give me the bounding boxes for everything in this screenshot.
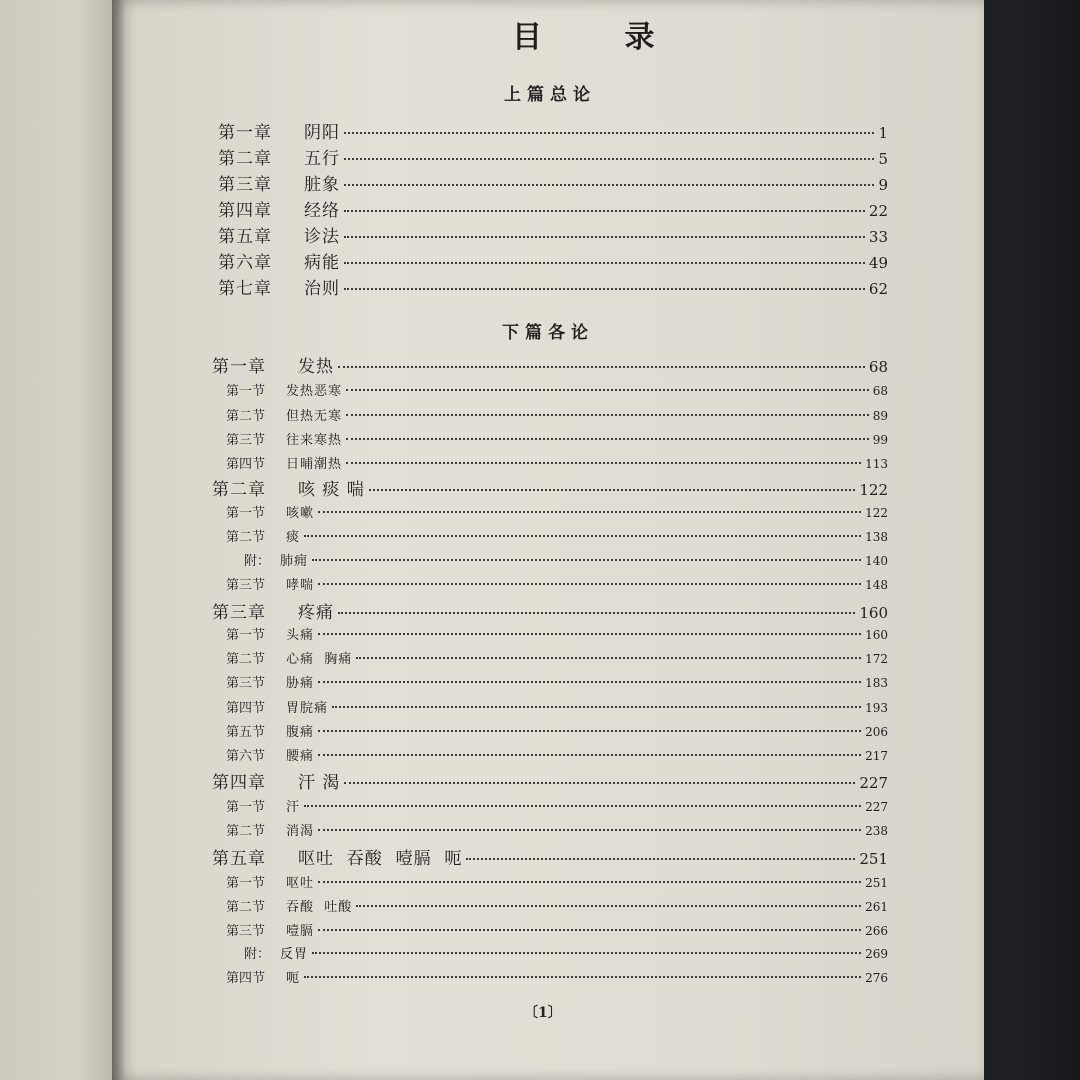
- dot-leader: [344, 158, 874, 160]
- entry-title: 呕吐: [286, 876, 315, 891]
- toc-section-entry: [226, 405, 888, 425]
- toc-section-entry: [226, 896, 888, 916]
- entry-title: 往来寒热: [286, 433, 343, 448]
- toc-section-entry: [226, 967, 888, 987]
- toc-section-entry: [226, 380, 888, 400]
- entry-page-number: 217: [865, 749, 888, 763]
- entry-page-number: 251: [859, 850, 888, 868]
- entry-title: 疼痛: [298, 603, 334, 623]
- toc-section-entry: [226, 453, 888, 473]
- entry-page-number: 113: [865, 457, 888, 471]
- entry-title: 治则: [304, 279, 340, 299]
- dot-leader: [344, 210, 865, 212]
- dot-leader: [344, 184, 874, 186]
- entry-number: 第四节: [226, 701, 266, 716]
- dot-leader: [344, 132, 874, 134]
- entry-number: 第二节: [226, 530, 266, 545]
- toc-section-entry: [226, 745, 888, 765]
- entry-page-number: 122: [865, 506, 888, 520]
- dot-leader: [312, 952, 861, 954]
- entry-title: 腹痛: [286, 725, 315, 740]
- entry-number: 第三节: [226, 676, 266, 691]
- toc-section-entry: [226, 502, 888, 522]
- toc-chapter-entry: [212, 598, 888, 622]
- entry-page-number: 193: [865, 701, 888, 715]
- entry-number: 第四节: [226, 457, 266, 472]
- dot-leader: [369, 489, 856, 491]
- dot-leader: [356, 905, 861, 907]
- entry-number: 第二章: [212, 480, 266, 500]
- dot-leader: [312, 559, 861, 561]
- entry-page-number: 172: [865, 652, 888, 666]
- entry-page-number: 261: [865, 900, 888, 914]
- entry-number: 附：: [244, 947, 271, 962]
- entry-page-number: 148: [865, 578, 888, 592]
- entry-number: 第一节: [226, 628, 266, 643]
- entry-title: 哮喘: [286, 578, 315, 593]
- entry-number: 第一章: [212, 357, 266, 377]
- entry-number: 第二章: [218, 149, 272, 169]
- dot-leader: [344, 262, 865, 264]
- entry-title: 五行: [304, 149, 340, 169]
- entry-number: 第四章: [212, 773, 266, 793]
- entry-page-number: 33: [868, 228, 888, 246]
- gutter-shadow: [112, 0, 126, 1080]
- entry-page-number: 62: [868, 280, 888, 298]
- dot-leader: [344, 236, 865, 238]
- dot-leader: [318, 511, 861, 513]
- dot-leader: [318, 829, 861, 831]
- entry-number: 第七章: [218, 279, 272, 299]
- entry-number: 第一节: [226, 384, 266, 399]
- entry-page-number: 49: [868, 254, 888, 272]
- toc-section-entry: [226, 574, 888, 594]
- toc-section-entry: [226, 526, 888, 546]
- entry-title: 脏象: [304, 175, 340, 195]
- entry-number: 第三节: [226, 433, 266, 448]
- entry-page-number: 138: [865, 530, 888, 544]
- dot-leader: [356, 657, 861, 659]
- toc-chapter-entry: [218, 222, 888, 246]
- entry-page-number: 9: [878, 176, 888, 194]
- entry-title: 头痛: [286, 628, 315, 643]
- entry-title: 咳嗽: [286, 506, 315, 521]
- entry-number: 第五章: [218, 227, 272, 247]
- dot-leader: [346, 438, 869, 440]
- dot-leader: [318, 633, 861, 635]
- toc-section-entry: [226, 672, 888, 692]
- entry-number: 第二节: [226, 409, 266, 424]
- dot-leader: [466, 858, 855, 860]
- entry-number: 第三节: [226, 924, 266, 939]
- entry-number: 第一节: [226, 800, 266, 815]
- dot-leader: [304, 535, 861, 537]
- entry-title: 但热无寒: [286, 409, 343, 424]
- entry-number: 第六章: [218, 253, 272, 273]
- entry-title: 胃脘痛: [286, 701, 329, 716]
- entry-page-number: 238: [865, 824, 888, 838]
- entry-number: 第三章: [212, 603, 266, 623]
- entry-title: 消渴: [286, 824, 315, 839]
- entry-page-number: 122: [859, 481, 888, 499]
- entry-page-number: 68: [868, 358, 888, 376]
- entry-title: 经络: [304, 201, 340, 221]
- entry-page-number: 276: [865, 971, 888, 985]
- entry-title: 吞酸 吐酸: [286, 900, 353, 915]
- entry-page-number: 68: [872, 384, 888, 398]
- entry-page-number: 227: [865, 800, 888, 814]
- entry-title: 痰: [286, 530, 301, 545]
- entry-page-number: 160: [865, 628, 888, 642]
- entry-title: 诊法: [304, 227, 340, 247]
- entry-title: 汗 渴: [298, 773, 341, 793]
- entry-title: 心痛 胸痛: [286, 652, 353, 667]
- entry-number: 第三章: [218, 175, 272, 195]
- entry-title: 发热: [298, 357, 334, 377]
- entry-number: 第二节: [226, 652, 266, 667]
- toc-section-entry: [226, 920, 888, 940]
- entry-title: 呕吐 吞酸 噎膈 呃: [298, 849, 463, 869]
- dot-leader: [318, 929, 861, 931]
- dot-leader: [304, 976, 861, 978]
- toc-chapter-entry: [218, 274, 888, 298]
- entry-page-number: 266: [865, 924, 888, 938]
- dot-leader: [318, 583, 861, 585]
- toc-section-entry: [226, 624, 888, 644]
- toc-chapter-entry: [212, 352, 888, 376]
- entry-number: 第六节: [226, 749, 266, 764]
- entry-title: 腰痛: [286, 749, 315, 764]
- entry-title: 汗: [286, 800, 301, 815]
- toc-chapter-entry: [218, 196, 888, 220]
- dot-leader: [318, 881, 861, 883]
- dot-leader: [332, 706, 861, 708]
- dot-leader: [318, 681, 861, 683]
- dot-leader: [346, 414, 869, 416]
- entry-number: 第四章: [218, 201, 272, 221]
- entry-title: 反胃: [280, 947, 309, 962]
- entry-page-number: 89: [872, 409, 888, 423]
- toc-section-entry: [226, 697, 888, 717]
- entry-number: 第二节: [226, 900, 266, 915]
- toc-section-entry: [226, 872, 888, 892]
- dot-leader: [318, 730, 861, 732]
- toc-chapter-entry: [212, 475, 888, 499]
- toc-section-entry: [226, 648, 888, 668]
- entry-page-number: 99: [872, 433, 888, 447]
- dot-leader: [344, 288, 865, 290]
- page-number: 〔1〕: [524, 1005, 562, 1021]
- entry-number: 第三节: [226, 578, 266, 593]
- entry-number: 第五章: [212, 849, 266, 869]
- toc-section-entry: [226, 721, 888, 741]
- entry-page-number: 269: [865, 947, 888, 961]
- entry-title: 发热恶寒: [286, 384, 343, 399]
- dot-leader: [304, 805, 861, 807]
- entry-page-number: 22: [868, 202, 888, 220]
- entry-number: 第一节: [226, 506, 266, 521]
- part1-heading: 上篇总论: [504, 85, 596, 105]
- toc-chapter-entry: [212, 844, 888, 868]
- page-title: 目 录: [512, 20, 691, 55]
- dot-leader: [346, 389, 869, 391]
- toc-chapter-entry: [218, 144, 888, 168]
- entry-title: 噎膈: [286, 924, 315, 939]
- toc-appendix-entry: [244, 943, 888, 963]
- dot-leader: [338, 612, 855, 614]
- entry-title: 肺痈: [280, 554, 309, 569]
- entry-page-number: 206: [865, 725, 888, 739]
- entry-title: 阴阳: [304, 123, 340, 143]
- toc-section-entry: [226, 820, 888, 840]
- entry-page-number: 160: [859, 604, 888, 622]
- toc-chapter-entry: [218, 118, 888, 142]
- entry-title: 呃: [286, 971, 301, 986]
- entry-title: 病能: [304, 253, 340, 273]
- entry-page-number: 251: [865, 876, 888, 890]
- entry-number: 第四节: [226, 971, 266, 986]
- entry-number: 第一章: [218, 123, 272, 143]
- toc-chapter-entry: [218, 248, 888, 272]
- entry-number: 第一节: [226, 876, 266, 891]
- entry-number: 附：: [244, 554, 271, 569]
- toc-page: [112, 0, 984, 1080]
- entry-page-number: 5: [878, 150, 888, 168]
- dot-leader: [318, 754, 861, 756]
- entry-page-number: 1: [878, 124, 888, 142]
- dot-leader: [346, 462, 861, 464]
- toc-section-entry: [226, 796, 888, 816]
- entry-page-number: 140: [865, 554, 888, 568]
- toc-appendix-entry: [244, 550, 888, 570]
- part2-heading: 下篇各论: [502, 323, 594, 343]
- entry-title: 日晡潮热: [286, 457, 343, 472]
- entry-page-number: 183: [865, 676, 888, 690]
- entry-page-number: 227: [859, 774, 888, 792]
- left-page-edge: [0, 0, 112, 1080]
- toc-chapter-entry: [218, 170, 888, 194]
- entry-number: 第五节: [226, 725, 266, 740]
- dot-leader: [344, 782, 855, 784]
- entry-title: 咳 痰 喘: [298, 480, 365, 500]
- toc-section-entry: [226, 429, 888, 449]
- entry-title: 胁痛: [286, 676, 315, 691]
- entry-number: 第二节: [226, 824, 266, 839]
- dot-leader: [338, 366, 865, 368]
- toc-chapter-entry: [212, 768, 888, 792]
